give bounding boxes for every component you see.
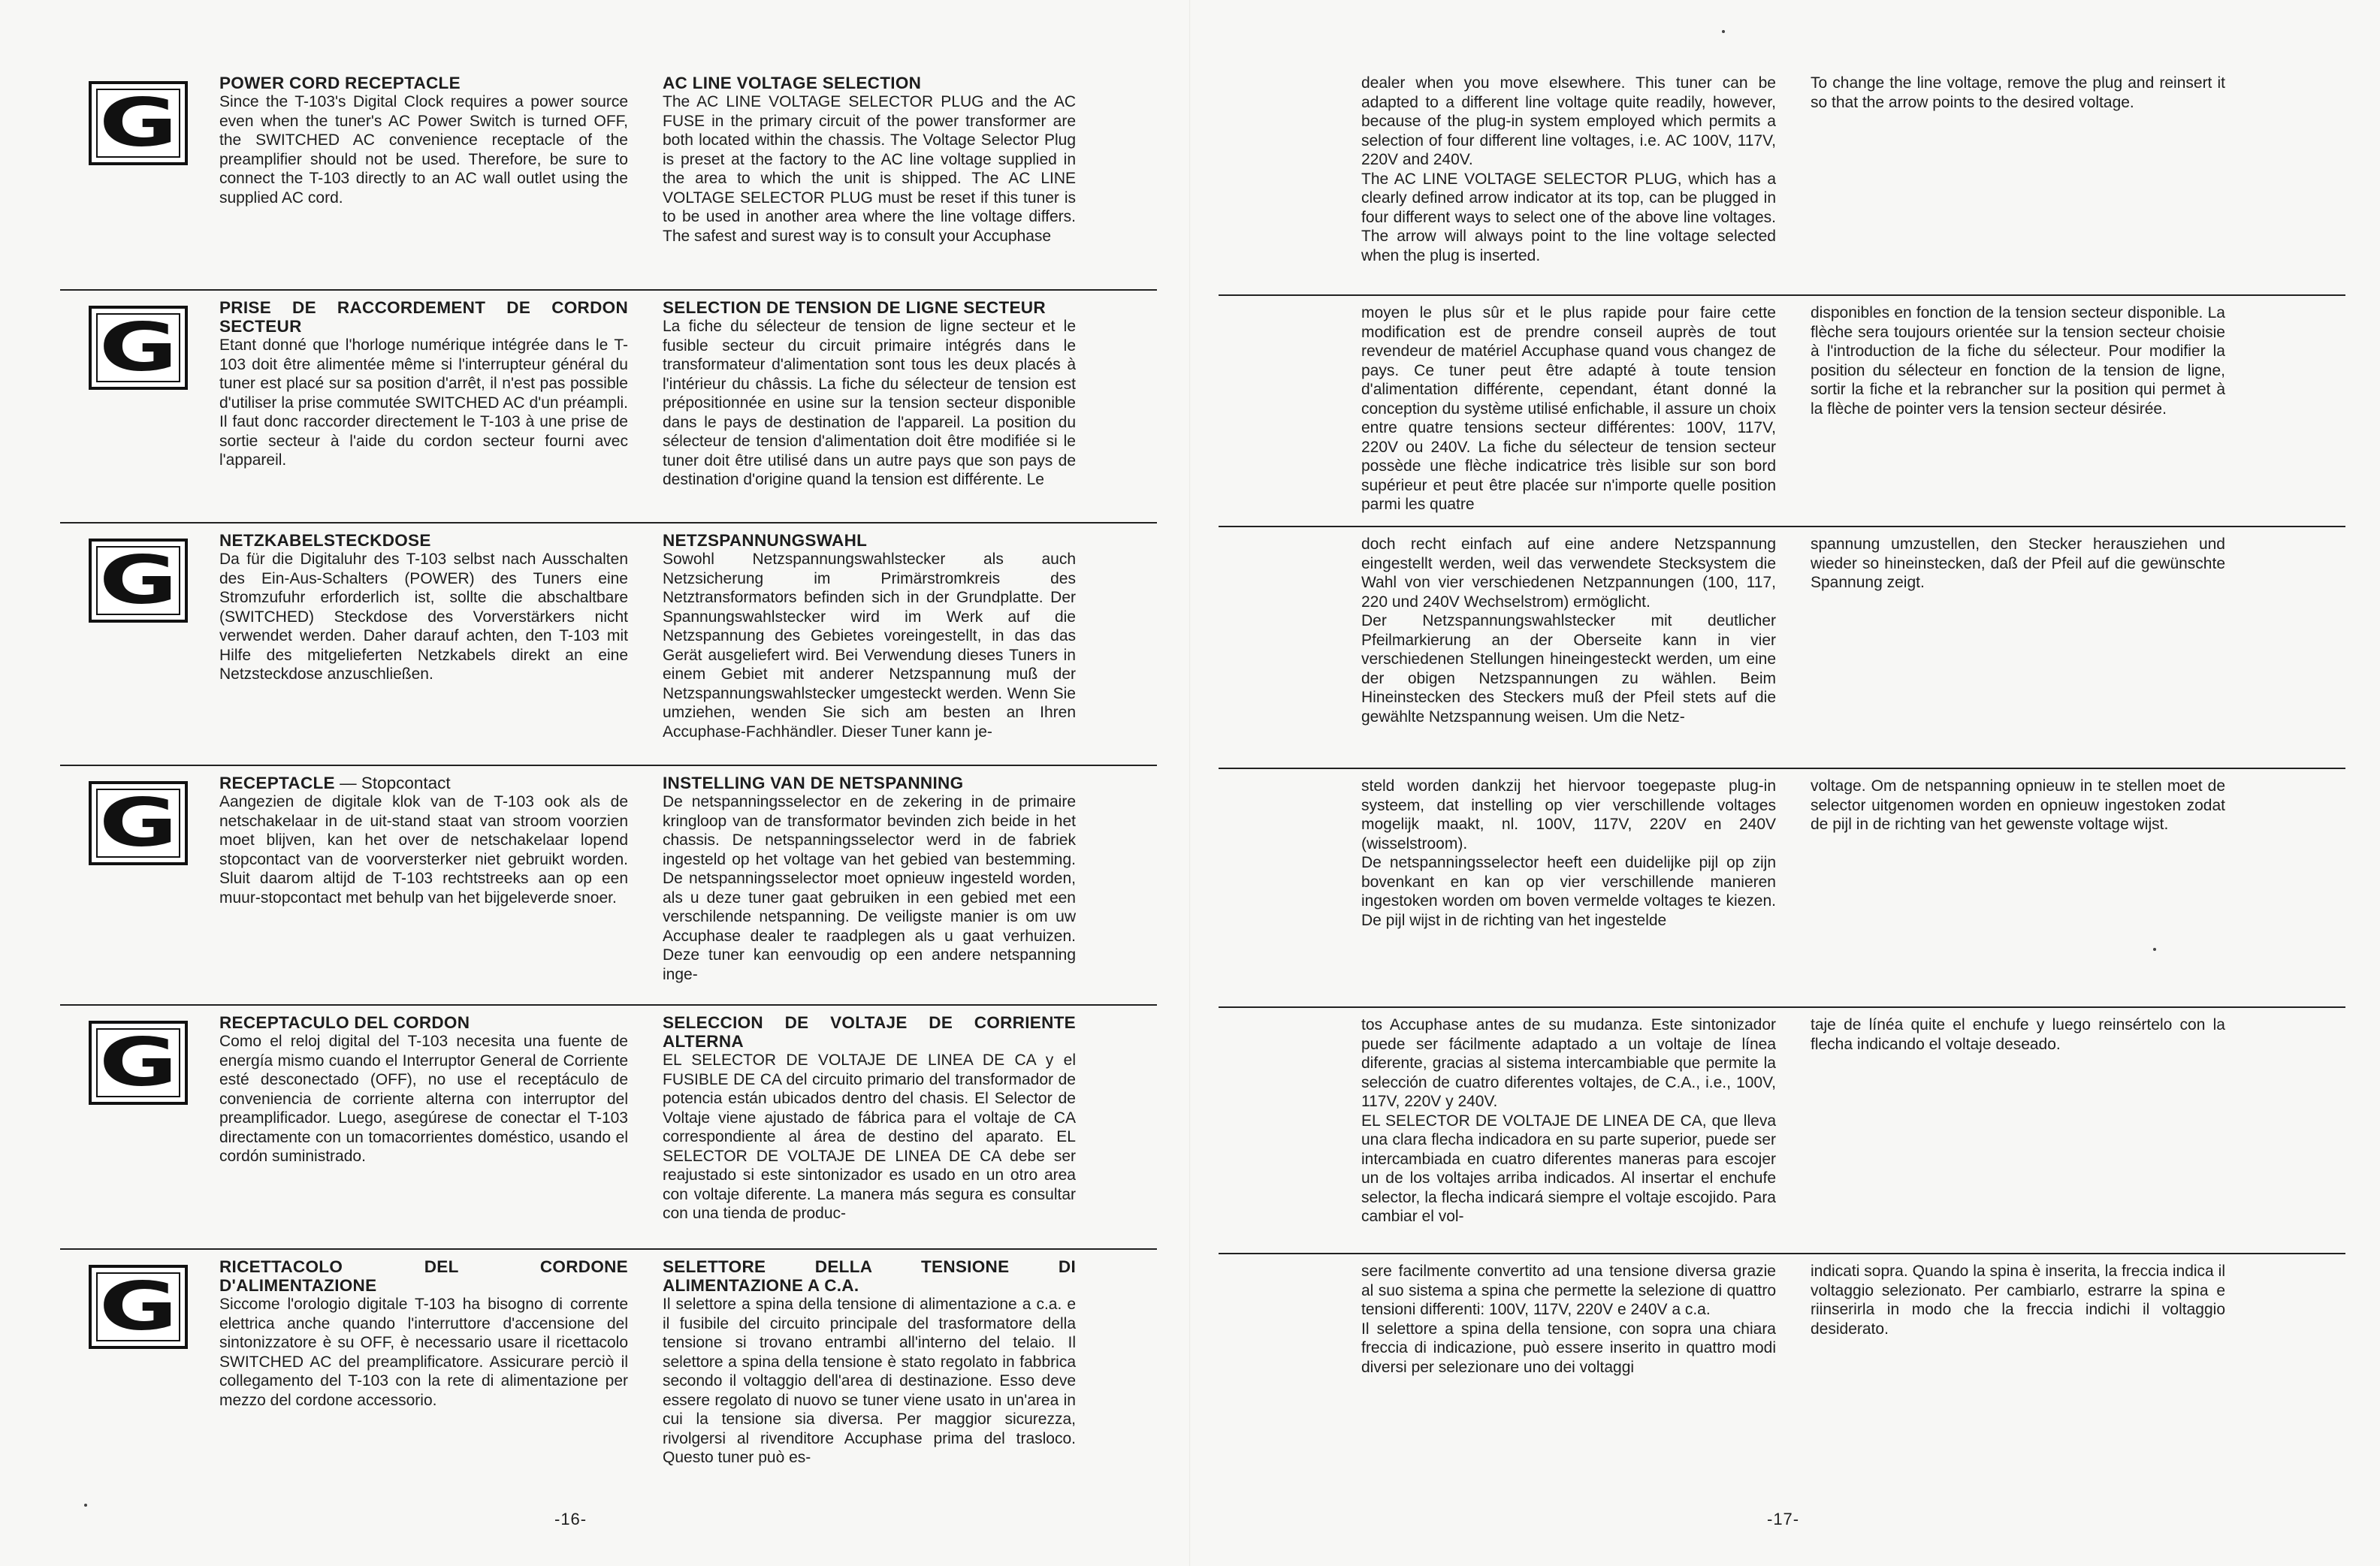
divider [60,1248,1157,1250]
g-logo-icon: G [89,306,188,390]
speck [2153,948,2156,951]
speck [84,1504,87,1507]
section-text: tos Accuphase antes de su mudanza. Este sintonizador puede ser fácilmente adaptado a un voltaje de línea diferente, gracias al sistema intercambiable que permite la selección de cuatro diferentes voltajes, de C.A., i.e., 100V, 117V, 220V y 240V. EL SELECTOR DE VOLTAJE DE LINEA DE CA, que lleva una clara flecha indicadora en su parte superior, puede ser intercambiada en cuatro diferentes maneras para escojer un de los voltajes arriba indicados. Al insertar el enchufe selector, la flecha indicará siempre el voltaje escojido. Para cambiar el vol- [1361,1016,1776,1225]
g-logo-icon: G [89,81,188,165]
section-heading-sub: — Stopcontact [334,774,451,792]
section-text: spannung umzustellen, den Stecker herausziehen und wieder so hineinstecken, daß der Pfeil auf die gewünschte Spannung zeigt. [1811,536,2225,591]
section-text: Aangezien de digitale klok van de T-103 ook als de netschakelaar in de uit-stand staat van stroom voorzien moet blijven, kan het over de netschakelaar lopend stopcontact van de voorversterker niet gebruikt worden. Sluit daarom altijd de T-103 rechtstreeks aan op een muur-stopcontact met behulp van het bijgeleverde snoer. [219,793,628,907]
g-logo-icon: G [89,781,188,865]
g-logo-icon: G [89,539,188,623]
section-heading: INSTELLING VAN DE NETSPANNING [663,774,964,792]
section-text: Sowohl Netzspannungswahlstecker als auch Netzsicherung im Primärstromkreis des Netztransformators befinden sich in der Grundplatte. Der Spannungswahlstecker wird im Werk auf die Netzspannung des Gebietes voreingestellt, in das das Gerät ausgeliefert wird. Bei Verwendung dieses Tuners in einem Gebiet mit anderer Netzspannung muß der Netzspannungswahlstecker umgesteckt werden. Wenn Sie umziehen, wenden Sie sich am besten an Ihren Accuphase-Fachhändler. Dieser Tuner kann je- [663,551,1076,741]
column-3 [1361,1262,1776,1377]
column-2 [663,1257,1076,1468]
column-4 [1811,74,2225,112]
section-heading: POWER CORD RECEPTACLE [219,74,461,92]
section-text: moyen le plus sûr et le plus rapide pour faire cette modification est de prendre conseil auprès de tout revendeur de matériel Accuphase quand vous changez de pays. Ce tuner peut être adapté à toute tension d'alimentation différente, cependant, étant donné la conception du système utilisé enfichable, il assure un choix entre quatre tensions secteur différentes: 100V, 117V, 220V ou 240V. La fiche du sélecteur de tension secteur possède une flèche indicatrice très lisible sur son bord supérieur et peut être placée sur n'importe quelle position parmi les quatre [1361,304,1776,513]
column-2 [663,774,1076,984]
section-text: indicati sopra. Quando la spina è inserita, la freccia indica il voltaggio selezionato. Per cambiarlo, estrarre la spina e riinserirla in modo che la freccia indichi il voltaggio desiderato. [1811,1263,2225,1338]
divider [1219,1253,2345,1254]
column-3 [1361,74,1776,265]
page-number: -17- [1767,1510,1800,1528]
column-1 [219,1013,628,1166]
section-text: sere facilmente convertito ad una tensione diversa grazie al suo sistema a spina che permette la selezione di quattro tensioni differenti: 100V, 117V, 220V e 240V a c.a. Il selettore a spina della tensione, con sopra una chiara freccia di indicazione, può essere inserito in quattro modi diversi per selezionare uno dei voltaggi [1361,1263,1776,1376]
column-4 [1811,777,2225,834]
section-heading: SELECTION DE TENSION DE LIGNE SECTEUR [663,298,1046,317]
section-heading: RECEPTACLE — Stopcontact [219,774,451,792]
section-heading: AC LINE VOLTAGE SELECTION [663,74,922,92]
section-text: taje de línéa quite el enchufe y luego reinsértelo con la flecha indicando el voltaje deseado. [1811,1016,2225,1053]
divider [1219,526,2345,527]
section-text: To change the line voltage, remove the plug and reinsert it so that the arrow points to the desired voltage. [1811,74,2225,111]
divider [60,289,1157,291]
section-heading: SELETTORE DELLA TENSIONE DI ALIMENTAZIONE A C.A. [663,1257,1076,1295]
column-1 [219,298,628,470]
section-heading: RECEPTACULO DEL CORDON [219,1013,470,1032]
page-17 [1190,0,2380,1566]
section-text: Il selettore a spina della tensione di alimentazione a c.a. e il fusibile del circuito principale del trasformatore della tensione si trovano entrambi all'interno del telaio. Il selettore a spina della tensione è stato regolato in fabbrica secondo il voltaggio dell'area di destinazione. Esso deve essere regolato di nuovo se tuner viene usato in un'area in cui la tensione sia diversa. Per maggior sicurezza, rivolgersi al rivenditore Accuphase prima del trasloco. Questo tuner può es- [663,1296,1076,1466]
section-text: Etant donné que l'horloge numérique intégrée dans le T-103 doit être alimentée même si l'interrupteur général du tuner est placé sur sa position d'arrêt, il n'est pas possible d'utiliser la prise commutée SWITCHED AC d'un préampli. Il faut donc raccorder directement le T-103 à une prise de sortie secteur à l'aide du cordon secteur fourni avec l'appareil. [219,336,628,469]
g-logo-icon: G [89,1265,188,1349]
section-text: disponibles en fonction de la tension secteur disponible. La flèche sera toujours orientée sur la tension secteur choisie à l'introduction de la fiche du sélecteur. Pour modifier la position du sélecteur en fonction de la tension de ligne, sortir la fiche et la rebrancher sur la position qui permet à la flèche de pointer vers la tension secteur désirée. [1811,304,2225,418]
section-text: De netspanningsselector en de zekering in de primaire kringloop van de transformator bevinden zich beide in het chassis. De netspanningsselector werd in de fabriek ingesteld op het voltage van het gebied van bestemming. De netspanningsselector moet opnieuw ingesteld worden, als u deze tuner gaat gebruiken in een gebied met een verschilende netspanning. De veiligste manier is om uw Accuphase dealer te raadplegen als u gaat verhuizen. Deze tuner kan eenvoudig op een andere netspanning inge- [663,793,1076,983]
speck [1722,30,1725,33]
section-text: Siccome l'orologio digitale T-103 ha bisogno di corrente elettrica anche quando l'interruttore d'accensione del sintonizzatore è su OFF, è necessario usare il ricettacolo SWITCHED AC del preamplificatore. Assicurare perciò il collegamento del T-103 con la rete di alimentazione per mezzo del cordone accessorio. [219,1296,628,1409]
section-text: Como el reloj digital del T-103 necesita una fuente de energía mismo cuando el Interruptor General de Corriente esté desconectado (OFF), no use el receptáculo de conveniencia de corriente alterna con interruptor del preamplificador. Luego, asegúrese de conectar el T-103 directamente con un tomacorrientes doméstico, usando el cordón suministrado. [219,1033,628,1165]
column-4 [1811,535,2225,593]
column-3 [1361,303,1776,514]
divider [60,765,1157,766]
column-4 [1811,1262,2225,1338]
section-heading: SELECCION DE VOLTAJE DE CORRIENTE ALTERNA [663,1013,1076,1051]
section-heading: NETZKABELSTECKDOSE [219,531,431,550]
section-text: Since the T-103's Digital Clock requires a power source even when the tuner's AC Power Switch is turned OFF, the SWITCHED AC convenience receptacle of the preamplifier should not be used. Therefore, be sure to connect the T-103 directly to an AC wall outlet using the supplied AC cord. [219,93,628,207]
column-1 [219,74,628,207]
column-1 [219,1257,628,1410]
section-text: La fiche du sélecteur de tension de ligne secteur et le fusible secteur du circuit primaire intégrés dans le transformateur d'alimentation sont tous les deux placés à l'intérieur du châssis. La fiche du sélecteur de tension est prépositionnée en usine sur la tension secteur disponible dans le pays de destination de l'appareil. La position du sélecteur de tension d'alimentation doit être modifiée si le tuner doit être utilisé dans un autre pays que son pays de destination d'origine quand la tension est différente. Le [663,318,1076,488]
column-4 [1811,1015,2225,1054]
section-text: doch recht einfach auf eine andere Netzspannung eingestellt werden, weil das verwendete Stecksystem die Wahl von vier verschiedenen Netzpannungen (100, 117, 220 und 240V Wechselstrom) ermöglicht. Der Netzspannungswahlstecker mit deutlicher Pfeilmarkierung an der Oberseite kann in vier verschiedenen Stellungen hineingesteckt werden, um eine der obigen Netzspannungen zu wählen. Beim Hineinstecken des Steckers muß der Pfeil stets auf die gewählte Netzspannung weisen. Um die Netz- [1361,536,1776,726]
section-text: The AC LINE VOLTAGE SELECTOR PLUG and the AC FUSE in the primary circuit of the power transformer are both located within the chassis. The Voltage Selector Plug is preset at the factory to the AC line voltage supplied in the area to which the unit is shipped. The AC LINE VOLTAGE SELECTOR PLUG must be reset if this tuner is to be used in another area where the line voltage differs. The safest and surest way is to consult your Accuphase [663,93,1076,245]
column-1 [219,531,628,684]
column-2 [663,74,1076,246]
section-heading: RICETTACOLO DEL CORDONE D'ALIMENTAZIONE [219,1257,628,1295]
column-3 [1361,777,1776,930]
column-4 [1811,303,2225,418]
g-logo-icon: G [89,1021,188,1105]
section-heading: PRISE DE RACCORDEMENT DE CORDON SECTEUR [219,298,628,336]
section-text: voltage. Om de netspanning opnieuw in te stellen moet de selector uitgenomen worden en opnieuw ingestoken zodat de pijl in de richting van het gewenste voltage wijst. [1811,777,2225,833]
section-text: dealer when you move elsewhere. This tuner can be adapted to a different line voltage quite readily, however, because of the plug-in system employed which permits a selection of four different line voltages, i.e. AC 100V, 117V, 220V and 240V. The AC LINE VOLTAGE SELECTOR PLUG, which has a clearly defined arrow indicator at its top, can be plugged in four different ways to select one of the above line voltages. The arrow will always point to the line voltage selected when the plug is inserted. [1361,74,1776,264]
divider [60,522,1157,524]
section-text: EL SELECTOR DE VOLTAJE DE LINEA DE CA y el FUSIBLE DE CA del circuito primario del transformador de potencia están ubicados dentro del chasis. El Selector de Voltaje viene ajustado de fábrica para el voltaje de CA correspondiente al área de destino del aparato. EL SELECTOR DE VOLTAJE DE LINEA DE CA debe ser reajustado si este sintonizador es usado en un otro area con voltaje diferente. La manera más segura es consultar con una tienda de produc- [663,1052,1076,1222]
divider [1219,1006,2345,1008]
page-number: -16- [554,1510,587,1528]
column-3 [1361,1015,1776,1227]
section-text: steld worden dankzij het hiervoor toegepaste plug-in systeem, dat instelling op vier verschillende voltages mogelijk maakt, nl. 100V, 117V, 220V en 240V (wisselstroom). De netspanningsselector heeft een duidelijke pijl op zijn bovenkant en kan op vier verschillende manieren ingestoken worden om boven vermelde voltages te kiezen. De pijl wijst in de richting van het ingestelde [1361,777,1776,929]
divider [1219,294,2345,296]
divider [60,1004,1157,1006]
column-1 [219,774,628,907]
column-3 [1361,535,1776,726]
column-2 [663,1013,1076,1224]
section-heading: NETZSPANNUNGSWAHL [663,531,868,550]
section-text: Da für die Digitaluhr des T-103 selbst nach Ausschalten des Ein-Aus-Schalters (POWER) des Tuners eine Stromzufuhr erforderlich ist, sollte die abschaltbare (SWITCHED) Steckdose des Vorverstärkers nicht verwendet werden. Daher darauf achten, den T-103 mit Hilfe des mitgelieferten Netzkabels direkt an eine Netzsteckdose anzuschließen. [219,551,628,683]
column-2 [663,298,1076,490]
column-2 [663,531,1076,741]
divider [1219,768,2345,769]
